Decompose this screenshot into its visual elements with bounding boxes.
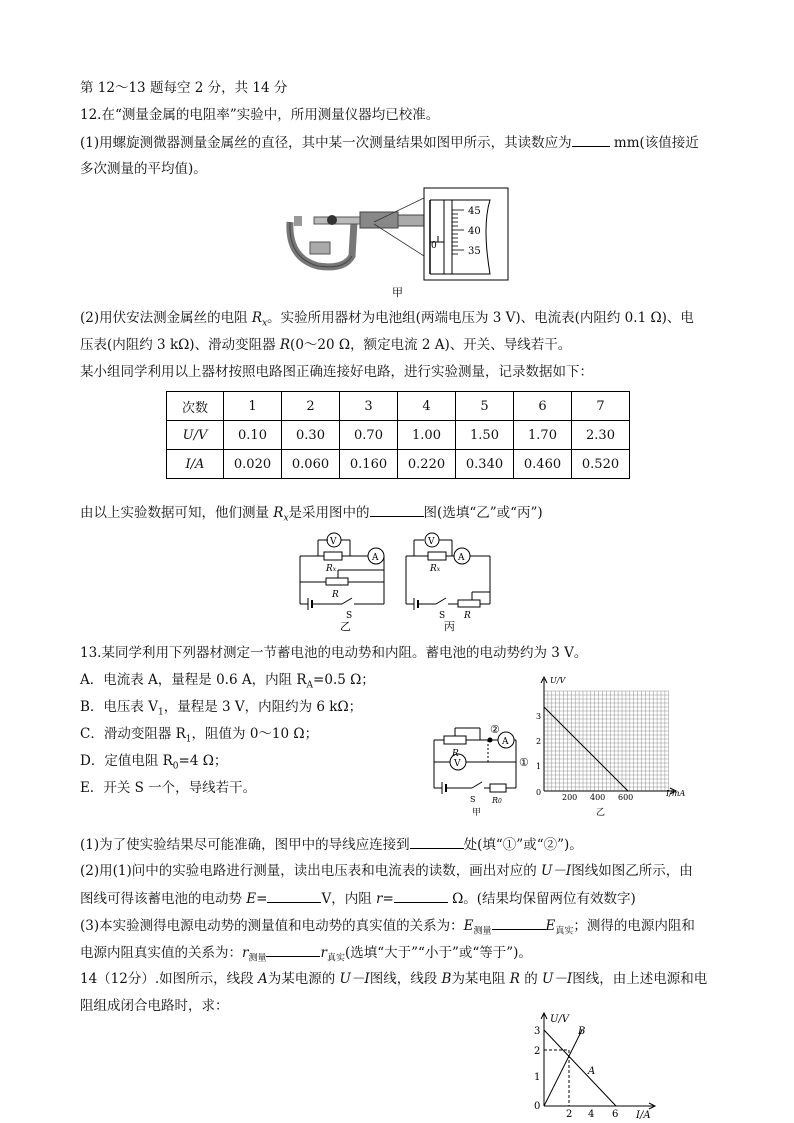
rheostat-label: R xyxy=(452,749,459,759)
junction-2-label: ② xyxy=(490,723,500,736)
answer-blank[interactable] xyxy=(370,502,424,517)
answer-blank[interactable] xyxy=(394,888,448,903)
data-table xyxy=(166,391,630,479)
q12-part2-line3: 某小组同学利用以上器材按照电路图正确连接好电路，进行实验测量，记录数据如下： xyxy=(80,364,593,380)
q13-option-d: D．定值电阻 $R_0=4$ Ω； xyxy=(80,753,228,772)
figure-caption: 甲 xyxy=(392,286,403,299)
section-header: 第 12～13 题每空 2 分，共 14 分 xyxy=(80,80,288,96)
y-tick-label: 2 xyxy=(534,1046,541,1057)
q13-part3-line1: (3)本实验测得电源电动势的测量值和电动势的真实值的关系为：$E_{测量}$ $E_{真实}$；测得的电源内阻和 xyxy=(80,915,695,942)
x-axis-label: I/A xyxy=(636,1110,651,1120)
tick-label: 35 xyxy=(468,246,481,257)
q13-part2-line1: (2)用(1)问中的实验电路进行测量，读出电压表和电流表的读数，画出对应的 U－I图线如图乙所示，由 xyxy=(80,863,693,879)
x-tick-label: 200 xyxy=(562,793,578,802)
y-tick-label: 0 xyxy=(534,1101,541,1112)
zero-label: 0 xyxy=(431,241,437,251)
y-axis-label: U/V xyxy=(550,1014,570,1025)
q13-option-b: B．电压表 $V_1$，量程是 3 V，内阻约为 6 kΩ； xyxy=(80,699,363,718)
voltmeter-label: V xyxy=(428,537,435,547)
q13-option-e: E．开关 S 一个，导线若干。 xyxy=(80,780,257,796)
rheostat-label: R xyxy=(332,590,339,600)
y-tick-label: 0 xyxy=(536,788,542,797)
table-row: U/V 0.10 0.30 0.70 1.00 1.50 1.70 2.30 xyxy=(167,421,630,450)
table-row: I/A 0.020 0.060 0.160 0.220 0.340 0.460 0.520 xyxy=(167,450,630,479)
q14-stem-line2: 阻组成闭合电路时，求： xyxy=(80,998,229,1014)
q12-part1-line2: 多次测量的平均值)。 xyxy=(80,161,207,177)
voltmeter-label: V xyxy=(454,759,461,769)
y-tick-label: 1 xyxy=(534,1072,541,1083)
q13-part3-line2: 电源内阻真实值的关系为：$r_{测量}$ $r_{真实}$(选填“大于”“小于”或“等于”)。 xyxy=(80,942,532,969)
switch-label: S xyxy=(346,611,353,621)
answer-blank[interactable] xyxy=(410,834,464,849)
voltmeter-label: V xyxy=(330,537,337,547)
ammeter-label: A xyxy=(372,553,379,563)
line-b-label: B xyxy=(578,1026,586,1037)
circuit-diagrams xyxy=(296,528,496,633)
y-tick-label: 2 xyxy=(536,737,542,746)
x-tick-label: 6 xyxy=(612,1109,619,1120)
q12-part2-line2: 压表(内阻约 3 kΩ)、滑动变阻器 R(0～20 Ω，额定电流 2 A)、开关、导线若干。 xyxy=(80,337,572,353)
ammeter-label: A xyxy=(458,553,465,563)
answer-blank[interactable] xyxy=(267,888,321,903)
x-tick-label: 4 xyxy=(588,1109,595,1120)
q13-stem: 13.某同学利用下列器材测定一节蓄电池的电动势和内阻。蓄电池的电动势约为 3 V。 xyxy=(80,645,588,661)
line-a-label: A xyxy=(588,1066,596,1077)
q13-circuit xyxy=(428,718,546,818)
q12-part1-line1: (1)用螺旋测微器测量金属丝的直径，其中某一次测量结果如图甲所示，其读数应为 mm(该值接近 xyxy=(80,132,699,153)
q13-option-a: A．电流表 A，量程是 0.6 A，内阻 $R_A=0.5$ Ω； xyxy=(80,672,375,691)
switch-label: S xyxy=(439,611,446,621)
answer-blank[interactable] xyxy=(266,942,320,957)
figure-caption: 甲 xyxy=(472,808,482,818)
switch-label: S xyxy=(470,795,476,804)
q14-ui-graph xyxy=(526,1010,666,1120)
tick-label: 45 xyxy=(468,206,481,217)
answer-blank[interactable] xyxy=(572,132,610,147)
y-tick-label: 3 xyxy=(536,712,542,721)
answer-blank[interactable] xyxy=(492,915,546,930)
circuit-yi-caption: 乙 xyxy=(340,620,351,633)
x-tick-label: 2 xyxy=(566,1109,573,1120)
q13-part1: (1)为了使实验结果尽可能准确，图甲中的导线应连接到 处(填“①”或“②”)。 xyxy=(80,834,583,855)
q14-stem-line1: 14（12分）.如图所示，线段 A为某电源的 U－I图线，线段 B为某电阻 R 的 U－I图线，由上述电源和电 xyxy=(80,971,708,987)
table-header-row: 次数 1 2 3 4 5 6 7 xyxy=(167,392,630,421)
x-tick-label: 400 xyxy=(590,793,606,802)
y-tick-label: 3 xyxy=(534,1026,541,1037)
junction-1-label: ① xyxy=(519,756,529,769)
y-axis-label: U/V xyxy=(550,676,566,685)
rheostat-label: R xyxy=(464,611,471,621)
q12-stem: 12.在“测量金属的电阻率”实验中，所用测量仪器均已校准。 xyxy=(80,107,440,123)
r0-label: R0 xyxy=(492,796,502,805)
rx-label: Rx xyxy=(430,564,441,574)
circuit-bing-caption: 丙 xyxy=(444,620,455,633)
y-tick-label: 1 xyxy=(536,762,542,771)
q12-part2-line1: (2)用伏安法测金属丝的电阻 $R_x$。实验所用器材为电池组(两端电压为 3 V)、电流表(内阻约 0.1 Ω)、电 xyxy=(80,310,694,329)
q13-option-c: C．滑动变阻器 $R_1$，阻值为 0～10 Ω； xyxy=(80,726,319,745)
micrometer-figure xyxy=(284,186,514,301)
q12-part3: 由以上实验数据可知，他们测量 $R_x$是采用图中的 图(选填“乙”或“丙”) xyxy=(80,502,543,529)
figure-caption: 乙 xyxy=(596,808,606,818)
rx-label: Rx xyxy=(326,564,337,574)
ammeter-label: A xyxy=(502,737,509,747)
tick-label: 40 xyxy=(468,226,481,237)
x-axis-label: I/mA xyxy=(666,789,686,798)
q13-ui-graph xyxy=(530,673,700,823)
x-tick-label: 600 xyxy=(618,793,634,802)
q13-part2-line2: 图线可得该蓄电池的电动势 E= V，内阻 r= Ω。(结果均保留两位有效数字) xyxy=(80,888,636,909)
